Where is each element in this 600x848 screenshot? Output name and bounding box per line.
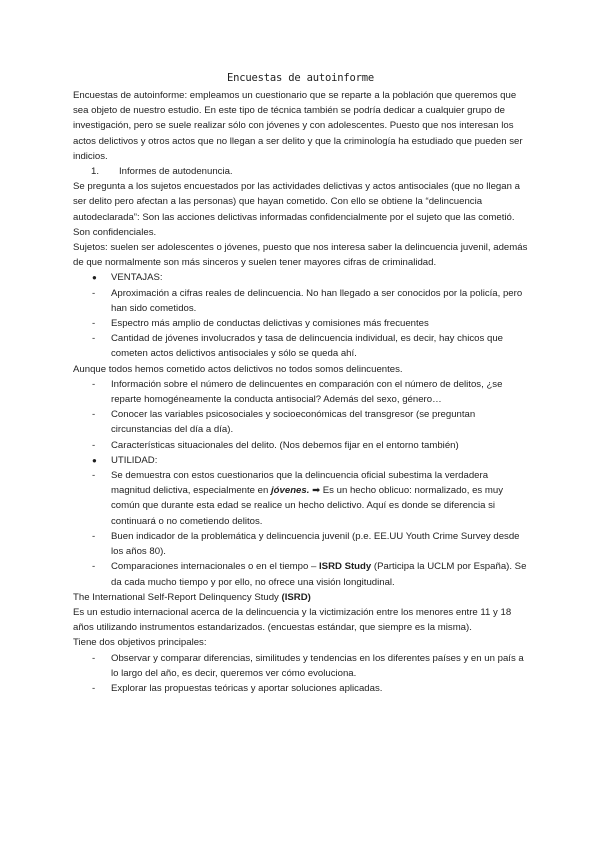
bullet-icon: ●: [92, 455, 97, 465]
numbered-marker: 1.: [91, 166, 100, 178]
self-report-paragraph: Se pregunta a los sujetos encuestados por las actividades delictivas y actos antisociales (que no llegan a ser delito pero afectan a las personas) que hayan cometido. Con ello se obtiene la “delincuencia autodeclarada”: Son las acciones delictivas informadas confidencialmente por el sujeto que las cometió. Son confidenciales.: [73, 181, 520, 238]
list-item: [73, 331, 528, 361]
list-item: [73, 438, 528, 453]
dash-icon: -: [92, 530, 96, 542]
numbered-item-text: Informes de autodenuncia.: [119, 166, 233, 178]
isrd-heading: [73, 590, 528, 605]
list-item-text: Información sobre el número de delincuentes en comparación con el número de delitos, ¿se reparte homogéneamente la conducta antisocial? Además del sexo, género…: [111, 378, 503, 406]
aunque-paragraph: Aunque todos hemos cometido actos delictivos no todos somos delincuentes.: [73, 363, 403, 375]
text-run: ➡ Es un hecho oblicuo: normalizado, es muy común que durante esta edad se realice un hecho delictivo. Aquí es donde se diferencia si continuará o no cometiendo delitos.: [111, 485, 504, 527]
utilidad-heading: [73, 453, 528, 468]
list-item-text: [111, 470, 503, 527]
numbered-item: [73, 164, 528, 179]
ventajas-heading: [73, 270, 528, 285]
intro-paragraph: Encuestas de autoinforme: empleamos un cuestionario que se reparte a la población que queremos que sea objeto de nuestro estudio. En este tipo de técnica también se podría dedicar a cualquier grupo de investigación, pero se suele realizar sólo con jóvenes y con adolescentes. Puesto que nos interesan los actos delictivos y otros actos que no llegan a ser delito y que la criminología ha estudiado que pueden ser indicios.: [73, 90, 523, 162]
list-item-text: Cantidad de jóvenes involucrados y tasa de delincuencia individual, es decir, hay chicos que cometen actos delictivos antisociales y sólo se queda ahí.: [111, 333, 503, 360]
dash-icon: -: [92, 318, 96, 330]
ventajas-heading-text: VENTAJAS:: [111, 272, 163, 284]
document-body: [73, 70, 528, 696]
list-item-text: Características situacionales del delito. (Nos debemos fijar en el entorno también): [111, 439, 459, 451]
text-run: The International Self-Report Delinquency Study: [73, 591, 282, 603]
subjects-paragraph: Sujetos: suelen ser adolescentes o jóvenes, puesto que nos interesa saber la delincuencia juvenil, además de que normalmente son más sinceros y suelen tener mayores cifras de criminalidad.: [73, 242, 528, 269]
list-item-text: Buen indicador de la problemática y delincuencia juvenil (p.e. EE.UU Youth Crime Survey desde los años 80).: [111, 530, 520, 558]
text-run: Comparaciones internacionales o en el tiempo –: [111, 561, 319, 573]
dash-icon: -: [92, 682, 96, 694]
list-item: [73, 407, 528, 437]
dash-icon: -: [92, 287, 96, 299]
bullet-icon: ●: [92, 273, 97, 283]
list-item: [73, 529, 528, 559]
list-item-text: Conocer las variables psicosociales y socioeconómicas del transgresor (se preguntan circunstancias del día a día).: [111, 409, 476, 436]
bold-text: (ISRD): [281, 591, 311, 603]
dash-icon: -: [92, 333, 96, 345]
list-item-text: Espectro más amplio de conductas delictivas y comisiones más frecuentes: [111, 318, 429, 330]
list-item: [73, 681, 528, 696]
dash-icon: -: [92, 561, 96, 573]
dash-icon: -: [92, 409, 96, 421]
dash-icon: -: [92, 652, 96, 664]
dash-icon: -: [92, 470, 96, 482]
text-run: (Participa la UCLM por España). Se da cada mucho tiempo y por ello, no ofrece una visión longitudinal.: [111, 561, 527, 588]
isrd-paragraph: Es un estudio internacional acerca de la delincuencia y la victimización entre los menores entre 11 y 18 años utilizando instrumentos estandarizados. (encuestas estándar, que siempre es la misma).: [73, 606, 512, 634]
text-run: Se demuestra con estos cuestionarios que la delincuencia oficial subestima la verdadera magnitud delictiva, especialmente en: [111, 470, 489, 497]
list-item: [73, 286, 528, 316]
list-item-text: Observar y comparar diferencias, similitudes y tendencias en los diferentes países y en un país a lo largo del año, es decir, queremos ver cómo evoluciona.: [111, 652, 524, 679]
emphasis-text: jóvenes.: [271, 485, 310, 497]
list-item: [73, 559, 528, 589]
document-title: Encuestas de autoinforme: [227, 72, 374, 84]
objectives-paragraph: Tiene dos objetivos principales:: [73, 637, 207, 649]
dash-icon: -: [92, 378, 96, 390]
list-item-text: Aproximación a cifras reales de delincuencia. No han llegado a ser conocidos por la policía, pero han sido cometidos.: [111, 287, 523, 314]
list-item: [73, 468, 528, 529]
list-item: [73, 651, 528, 681]
dash-icon: -: [92, 439, 96, 451]
list-item-text: Explorar las propuestas teóricas y aportar soluciones aplicadas.: [111, 682, 383, 694]
list-item: [73, 377, 528, 407]
utilidad-heading-text: UTILIDAD:: [111, 454, 158, 466]
bold-text: ISRD Study: [319, 561, 372, 573]
list-item-text: [111, 561, 526, 587]
list-item: [73, 316, 528, 331]
